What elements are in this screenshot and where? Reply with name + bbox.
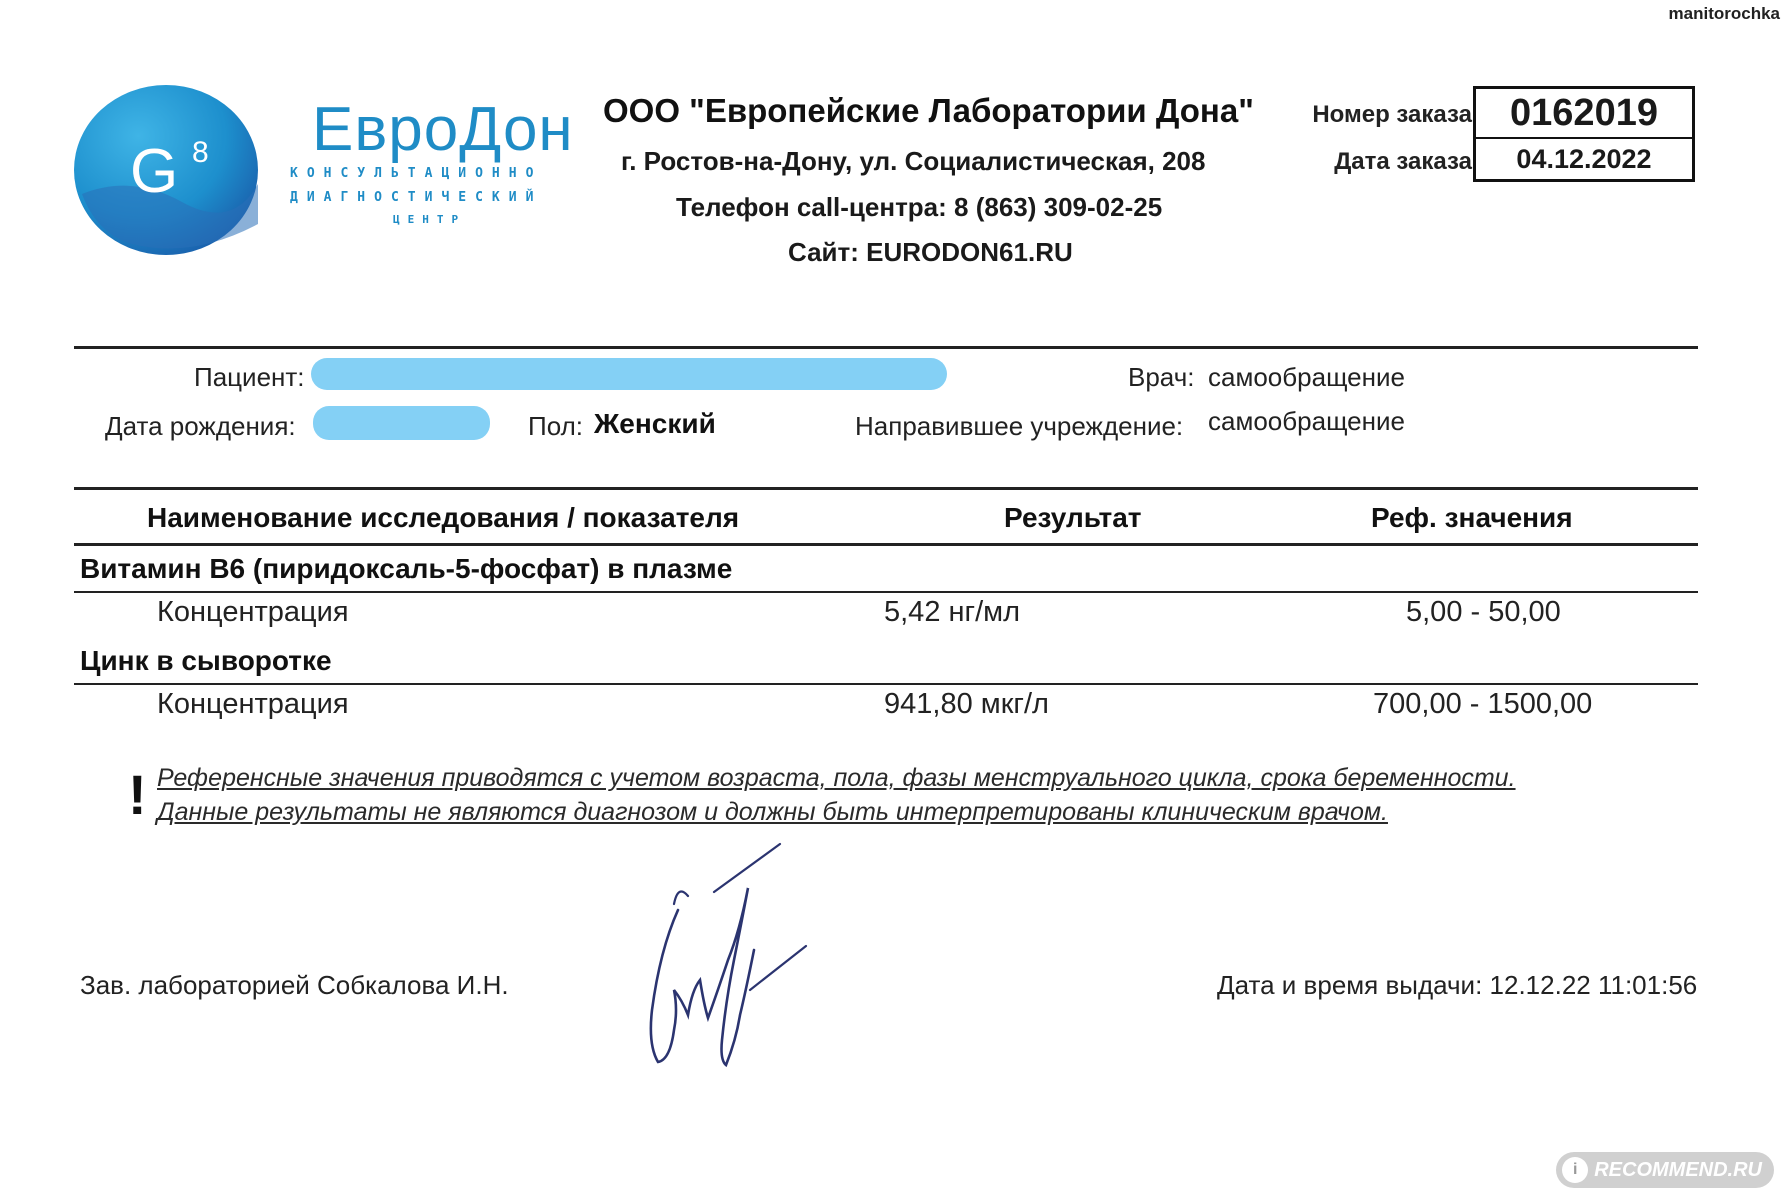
header-test-name: Наименование исследования / показателя: [147, 502, 740, 533]
order-date: 04.12.2022: [1516, 144, 1652, 174]
exclamation-icon: !: [128, 763, 147, 826]
logo-wordmark: ЕвроДон: [312, 95, 574, 164]
referral-label: Направившее учреждение:: [855, 411, 1184, 441]
order-number-label: Номер заказа: [1312, 101, 1472, 128]
divider-top: [74, 346, 1698, 349]
doctor-value: самообращение: [1208, 362, 1405, 392]
recommend-logo-icon: i: [1562, 1157, 1588, 1183]
row-result: 5,42 нг/мл: [884, 596, 1021, 628]
order-number: 0162019: [1476, 89, 1692, 139]
logo-superscript: 8: [192, 136, 209, 169]
referral-value: самообращение: [1208, 406, 1405, 436]
recommend-watermark-text: RECOMMEND.RU: [1594, 1159, 1762, 1181]
birth-date-redaction: [313, 406, 490, 440]
doctor-label: Врач:: [1128, 362, 1195, 392]
group-rule: [74, 591, 1698, 593]
watermark-username: manitorochka: [1668, 4, 1780, 23]
order-date-label: Дата заказа: [1334, 148, 1472, 175]
sex-value: Женский: [594, 408, 716, 439]
row-reference: 700,00 - 1500,00: [1373, 688, 1593, 720]
company-name: ООО "Европейские Лаборатории Дона": [603, 92, 1254, 129]
logo-tagline-1: КОНСУЛЬТАЦИОННО: [290, 166, 543, 181]
patient-label: Пациент:: [194, 362, 305, 392]
signature-icon: [630, 840, 810, 1080]
sex-label: Пол:: [528, 411, 583, 441]
logo-letter: G: [130, 137, 179, 206]
logo-tagline-3: ЦЕНТР: [393, 213, 467, 226]
row-result: 941,80 мкг/л: [884, 688, 1049, 720]
group-rule: [74, 683, 1698, 685]
logo-tagline-2: ДИАГНОСТИЧЕСКИЙ: [290, 190, 543, 205]
eurodon-logo-icon: [72, 84, 260, 256]
lab-head: Зав. лабораторией Собкалова И.Н.: [80, 970, 509, 1000]
company-site: Сайт: EURODON61.RU: [788, 237, 1073, 267]
birth-date-label: Дата рождения:: [105, 411, 296, 441]
company-phone: Телефон call-центра: 8 (863) 309-02-25: [676, 192, 1163, 222]
row-reference: 5,00 - 50,00: [1406, 596, 1561, 628]
group-vitamin-b6: Витамин В6 (пиридоксаль-5-фосфат) в плазме: [80, 553, 733, 584]
row-name: Концентрация: [157, 688, 349, 720]
patient-name-redaction: [311, 358, 947, 390]
header-reference: Реф. значения: [1371, 502, 1573, 533]
order-box: [1473, 86, 1695, 182]
company-address: г. Ростов-на-Дону, ул. Социалистическая, 208: [621, 146, 1206, 176]
group-zinc: Цинк в сыворотке: [80, 645, 332, 676]
issue-date: Дата и время выдачи: 12.12.22 11:01:56: [1217, 970, 1698, 1000]
row-name: Концентрация: [157, 596, 349, 628]
table-top-rule: [74, 487, 1698, 490]
recommend-watermark: [1556, 1152, 1774, 1188]
note-line-2: Данные результаты не являются диагнозом и должны быть интерпретированы клиническим врачом.: [157, 798, 1388, 826]
table-header-rule: [74, 543, 1698, 546]
note-line-1: Референсные значения приводятся с учетом возраста, пола, фазы менструального цикла, срока беременности.: [157, 764, 1516, 792]
header-result: Результат: [1004, 502, 1142, 533]
